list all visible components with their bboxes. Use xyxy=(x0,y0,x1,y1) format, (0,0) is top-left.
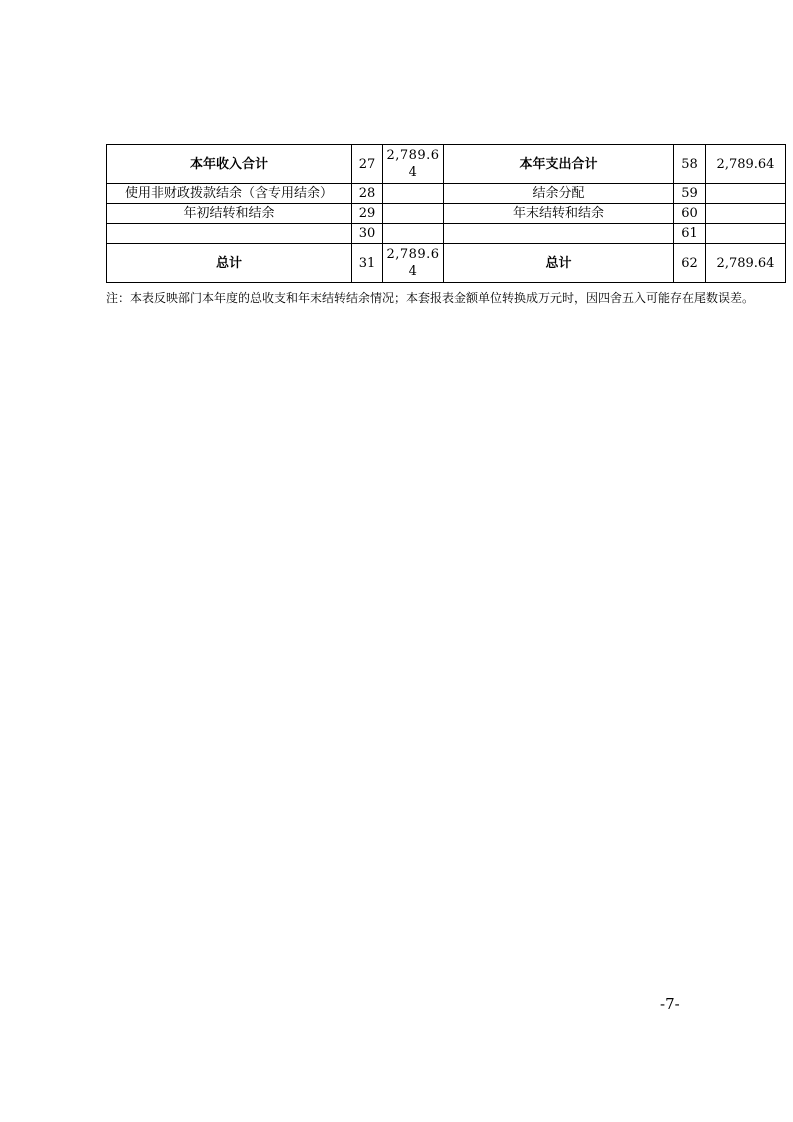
right-line-number: 61 xyxy=(674,224,706,244)
left-amount xyxy=(383,204,444,224)
left-item-label: 总计 xyxy=(107,244,352,283)
right-line-number: 58 xyxy=(674,145,706,184)
left-line-number: 30 xyxy=(352,224,383,244)
left-line-number: 28 xyxy=(352,184,383,204)
right-amount xyxy=(706,184,786,204)
right-amount xyxy=(706,204,786,224)
right-item-label: 年末结转和结余 xyxy=(444,204,674,224)
table-row xyxy=(107,204,786,224)
right-item-label: 总计 xyxy=(444,244,674,283)
left-line-number: 27 xyxy=(352,145,383,184)
right-line-number: 62 xyxy=(674,244,706,283)
right-item-label: 结余分配 xyxy=(444,184,674,204)
left-item-label: 本年收入合计 xyxy=(107,145,352,184)
right-amount: 2,789.64 xyxy=(706,145,786,184)
right-line-number: 59 xyxy=(674,184,706,204)
table-row xyxy=(107,145,786,184)
left-line-number: 29 xyxy=(352,204,383,224)
table-row xyxy=(107,184,786,204)
left-amount xyxy=(383,184,444,204)
left-item-label xyxy=(107,224,352,244)
left-item-label: 使用非财政拨款结余（含专用结余） xyxy=(107,184,352,204)
table-footnote: 注：本表反映部门本年度的总收支和年末结转结余情况；本套报表金额单位转换成万元时，因四舍五入可能存在尾数误差。 xyxy=(106,291,755,305)
right-amount xyxy=(706,224,786,244)
left-item-label: 年初结转和结余 xyxy=(107,204,352,224)
right-amount: 2,789.64 xyxy=(706,244,786,283)
left-amount xyxy=(383,224,444,244)
left-line-number: 31 xyxy=(352,244,383,283)
left-amount: 2,789.64 xyxy=(383,244,444,283)
right-item-label: 本年支出合计 xyxy=(444,145,674,184)
right-line-number: 60 xyxy=(674,204,706,224)
page-number: -7- xyxy=(660,995,680,1013)
right-item-label xyxy=(444,224,674,244)
income-expenditure-table xyxy=(106,144,786,283)
left-amount: 2,789.64 xyxy=(383,145,444,184)
table-row xyxy=(107,244,786,283)
table-row xyxy=(107,224,786,244)
